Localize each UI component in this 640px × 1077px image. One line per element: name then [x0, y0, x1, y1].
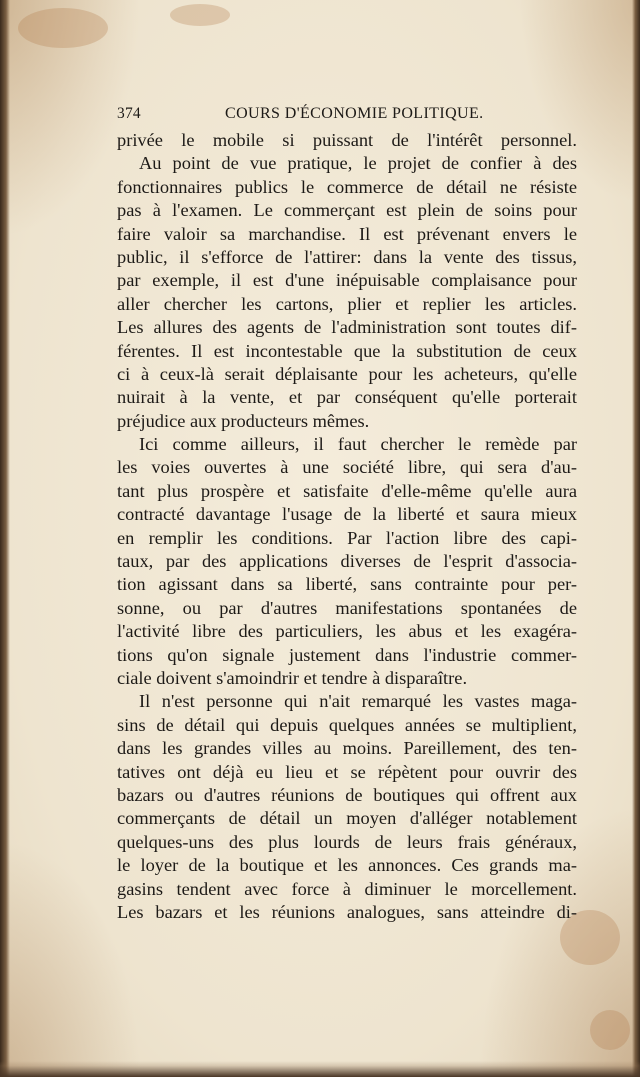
- text-line: aller chercher les cartons, plier et replier les articles.: [117, 293, 577, 314]
- text-line: tant plus prospère et satisfaite d'elle-même qu'elle aura: [117, 480, 577, 501]
- page-right-edge: [632, 0, 640, 1077]
- text-line: gasins tendent avec force à diminuer le morcellement.: [117, 878, 577, 899]
- text-line: ci à ceux-là serait déplaisante pour les acheteurs, qu'elle: [117, 363, 577, 384]
- text-line: dans les grandes villes au moins. Pareillement, des ten-: [117, 738, 577, 759]
- text-line: les voies ouvertes à une société libre, qui sera d'au-: [117, 457, 577, 478]
- page-bottom-edge: [0, 1061, 640, 1077]
- text-line: le loyer de la boutique et les annonces. Ces grands ma-: [117, 855, 577, 876]
- page-header: [117, 100, 577, 128]
- text-line: fonctionnaires publics le commerce de détail ne résiste: [117, 176, 577, 197]
- text-line: férentes. Il est incontestable que la substitution de ceux: [117, 340, 577, 361]
- text-line: Ici comme ailleurs, il faut chercher le remède par: [139, 434, 577, 455]
- foxing-stain: [170, 4, 230, 26]
- text-line: ciale doivent s'amoindrir et tendre à disparaître.: [117, 667, 468, 688]
- running-title: COURS D'ÉCONOMIE POLITIQUE.: [225, 105, 484, 122]
- text-line: tions qu'on signale justement dans l'industrie commer-: [117, 644, 577, 665]
- text-line: public, il s'efforce de l'attirer: dans la vente des tissus,: [117, 246, 577, 267]
- page-left-edge: [0, 0, 10, 1077]
- foxing-stain: [18, 8, 108, 48]
- text-line: faire valoir sa marchandise. Il est prévenant envers le: [117, 223, 577, 244]
- text-line: quelques-uns des plus lourds de leurs frais généraux,: [117, 831, 577, 852]
- text-line: taux, par des applications diverses de l'esprit d'associa-: [117, 551, 577, 572]
- text-line: privée le mobile si puissant de l'intérêt personnel.: [117, 130, 577, 150]
- text-line: tatives ont déjà eu lieu et se répètent pour ouvrir des: [117, 761, 577, 782]
- page-number: 374: [117, 105, 141, 122]
- text-line: contracté davantage l'usage de la liberté et saura mieux: [117, 504, 577, 525]
- text-line: nuirait à la vente, et par conséquent qu'elle porterait: [117, 387, 577, 408]
- text-line: sins de détail qui depuis quelques années se multiplient,: [117, 714, 577, 735]
- text-line: bazars ou d'autres réunions de boutiques qui offrent aux: [117, 784, 577, 805]
- text-line: tion agissant dans sa liberté, sans contrainte pour per-: [117, 574, 577, 595]
- text-line: Les allures des agents de l'administration sont toutes dif-: [117, 317, 577, 338]
- text-line: l'activité libre des particuliers, les abus et les exagéra-: [117, 621, 577, 642]
- foxing-stain: [590, 1010, 630, 1050]
- text-line: en remplir les conditions. Par l'action libre des capi-: [117, 527, 577, 548]
- text-line: pas à l'examen. Le commerçant est plein de soins pour: [117, 200, 577, 221]
- text-line: Au point de vue pratique, le projet de confier à des: [139, 153, 577, 174]
- text-line: Il n'est personne qui n'ait remarqué les vastes maga-: [139, 691, 577, 712]
- body-text: [117, 129, 577, 924]
- text-line: sonne, ou par d'autres manifestations spontanées de: [117, 597, 577, 618]
- text-line: par exemple, il est d'une inépuisable complaisance pour: [117, 270, 577, 291]
- text-line: préjudice aux producteurs mêmes.: [117, 410, 370, 431]
- text-line: commerçants de détail un moyen d'alléger notablement: [117, 808, 577, 829]
- text-line: Les bazars et les réunions analogues, sans atteindre di-: [117, 901, 577, 922]
